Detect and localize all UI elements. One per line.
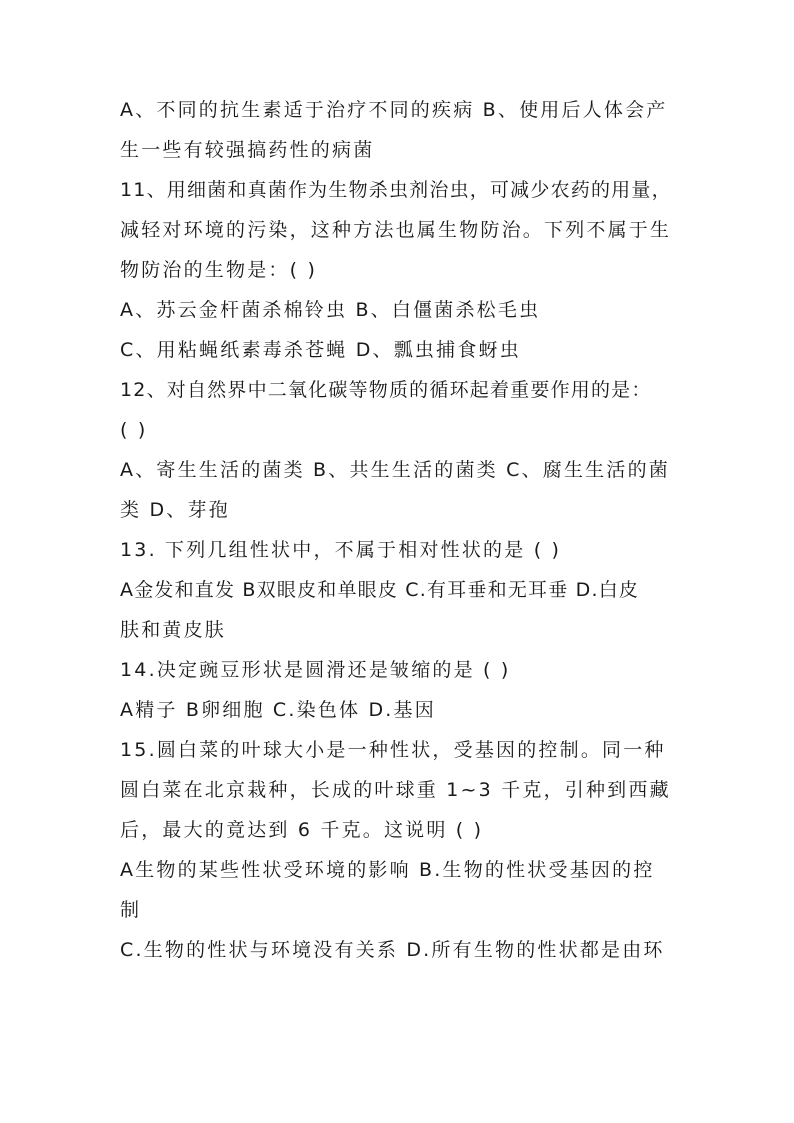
option-line: A金发和直发 B双眼皮和单眼皮 C.有耳垂和无耳垂 D.白皮	[120, 579, 640, 601]
option-line: C.生物的性状与环境没有关系 D.所有生物的性状都是由环	[120, 939, 665, 961]
option-line: A生物的某些性状受环境的影响 B.生物的性状受基因的控	[120, 859, 655, 881]
option-line: A、寄生生活的菌类 B、共生生活的菌类 C、腐生生活的菌	[120, 459, 670, 481]
question-text-block	[120, 101, 680, 981]
text-line: 圆白菜在北京栽种，长成的叶球重 1~3 千克，引种到西藏	[120, 779, 671, 801]
question-15-line: 15.圆白菜的叶球大小是一种性状，受基因的控制。同一种	[120, 739, 666, 761]
text-line: 物防治的生物是：( )	[120, 259, 318, 281]
text-line: 生一些有较强搞药性的病菌	[120, 139, 375, 161]
option-line: C、用粘蝇纸素毒杀苍蝇 D、瓢虫捕食蚜虫	[120, 339, 521, 361]
option-line: 类 D、芽孢	[120, 499, 230, 521]
option-line: A精子 B卵细胞 C.染色体 D.基因	[120, 699, 436, 721]
option-line: 制	[120, 899, 142, 921]
option-line: 肤和黄皮肤	[120, 619, 227, 641]
question-13-line: 13. 下列几组性状中，不属于相对性状的是 ( )	[120, 539, 562, 561]
text-line: 后，最大的竟达到 6 千克。这说明 ( )	[120, 819, 484, 841]
option-line: A、苏云金杆菌杀棉铃虫 B、白僵菌杀松毛虫	[120, 299, 541, 321]
question-11-line: 11、用细菌和真菌作为生物杀虫剂治虫，可减少农药的用量，	[120, 179, 672, 201]
question-12-line: 12、对自然界中二氧化碳等物质的循环起着重要作用的是：	[120, 379, 652, 401]
text-line: 减轻对环境的污染，这种方法也属生物防治。下列不属于生	[120, 219, 672, 241]
text-line: ( )	[120, 419, 148, 441]
question-14-line: 14.决定豌豆形状是圆滑还是皱缩的是 ( )	[120, 659, 511, 681]
text-line: A、不同的抗生素适于治疗不同的疾病 B、使用后人体会产	[120, 99, 668, 121]
